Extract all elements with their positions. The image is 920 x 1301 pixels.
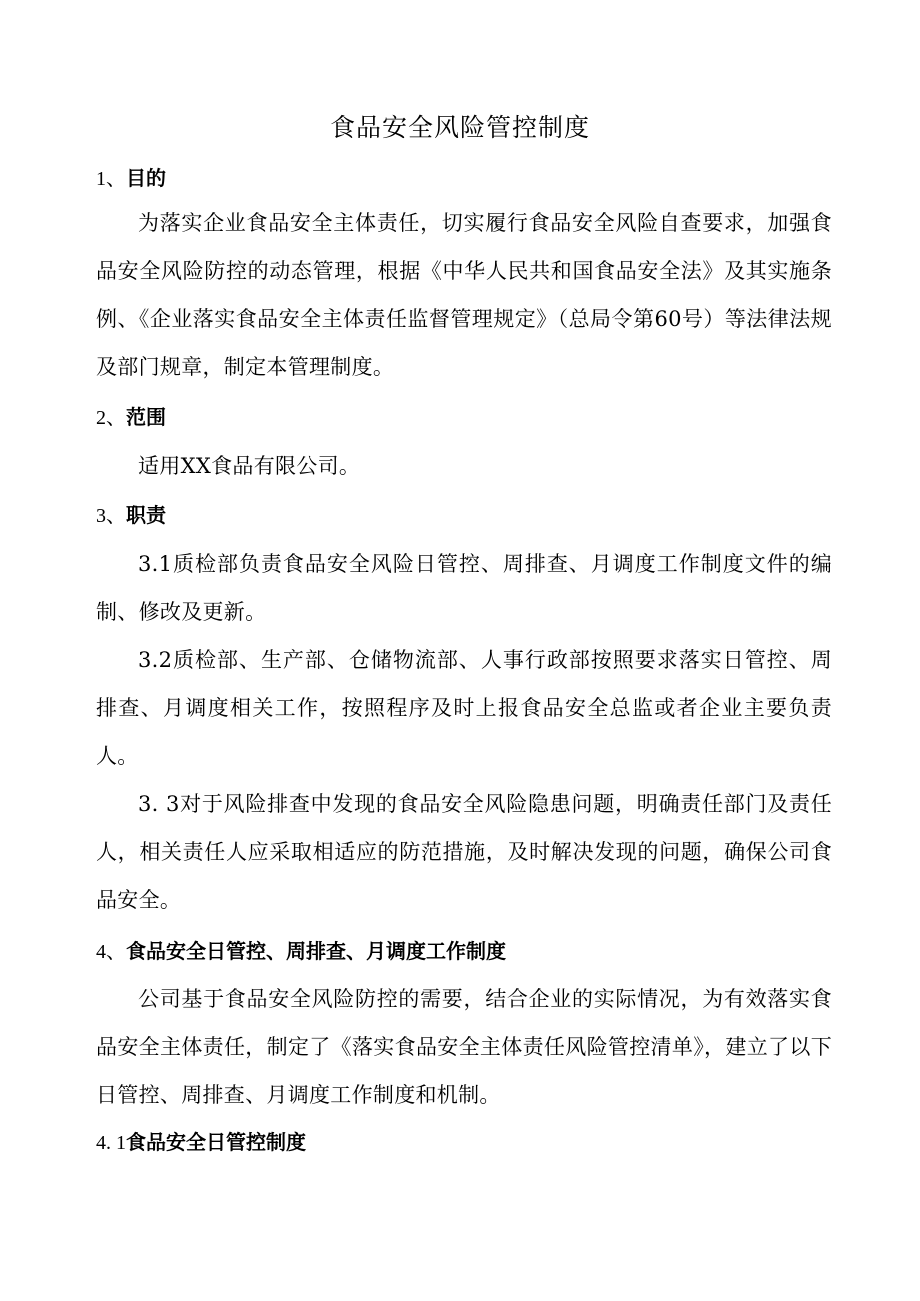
paragraph-scope: 适用XX食品有限公司。 xyxy=(138,454,361,478)
section-heading-daily-control xyxy=(96,1126,306,1159)
section-number: 2、 xyxy=(96,407,126,429)
paragraph-3-1: 3.1质检部负责食品安全风险日管控、周排查、月调度工作制度文件的编制、修改及更新。 xyxy=(96,552,832,624)
paragraph-3-3: 3. 3对于风险排查中发现的食品安全风险隐患问题，明确责任部门及责任人，相关责任人应采取相适应的防范措施，及时解决发现的问题，确保公司食品安全。 xyxy=(96,792,832,912)
section-heading-responsibilities xyxy=(96,499,166,532)
section-title: 目的 xyxy=(126,166,166,190)
document-title: 食品安全风险管控制度 xyxy=(329,113,590,142)
section-number: 1、 xyxy=(96,168,126,190)
paragraph-3-2: 3.2质检部、生产部、仓储物流部、人事行政部按照要求落实日管控、周排查、月调度相关工作，按照程序及时上报食品安全总监或者企业主要负责人。 xyxy=(96,648,832,768)
section-number: 4. 1 xyxy=(96,1132,126,1154)
section-title: 范围 xyxy=(126,405,166,429)
section-heading-purpose xyxy=(96,162,166,195)
section-title: 食品安全日管控制度 xyxy=(126,1130,306,1154)
section-title: 职责 xyxy=(126,503,166,527)
section-number: 4、 xyxy=(96,941,126,963)
paragraph-4: 公司基于食品安全风险防控的需要，结合企业的实际情况，为有效落实食品安全主体责任，制定了《落实食品安全主体责任风险管控清单》，建立了以下日管控、周排查、月调度工作制度和机制。 xyxy=(96,987,832,1107)
section-number: 3、 xyxy=(96,505,126,527)
section-title: 食品安全日管控、周排查、月调度工作制度 xyxy=(126,939,506,963)
paragraph-purpose: 为落实企业食品安全主体责任，切实履行食品安全风险自查要求，加强食品安全风险防控的动态管理，根据《中华人民共和国食品安全法》及其实施条例、《企业落实食品安全主体责任监督管理规定》（总局令第60号）等法律法规及部门规章，制定本管理制度。 xyxy=(96,211,832,379)
section-heading-daily-weekly-monthly xyxy=(96,935,506,968)
section-heading-scope xyxy=(96,401,166,434)
